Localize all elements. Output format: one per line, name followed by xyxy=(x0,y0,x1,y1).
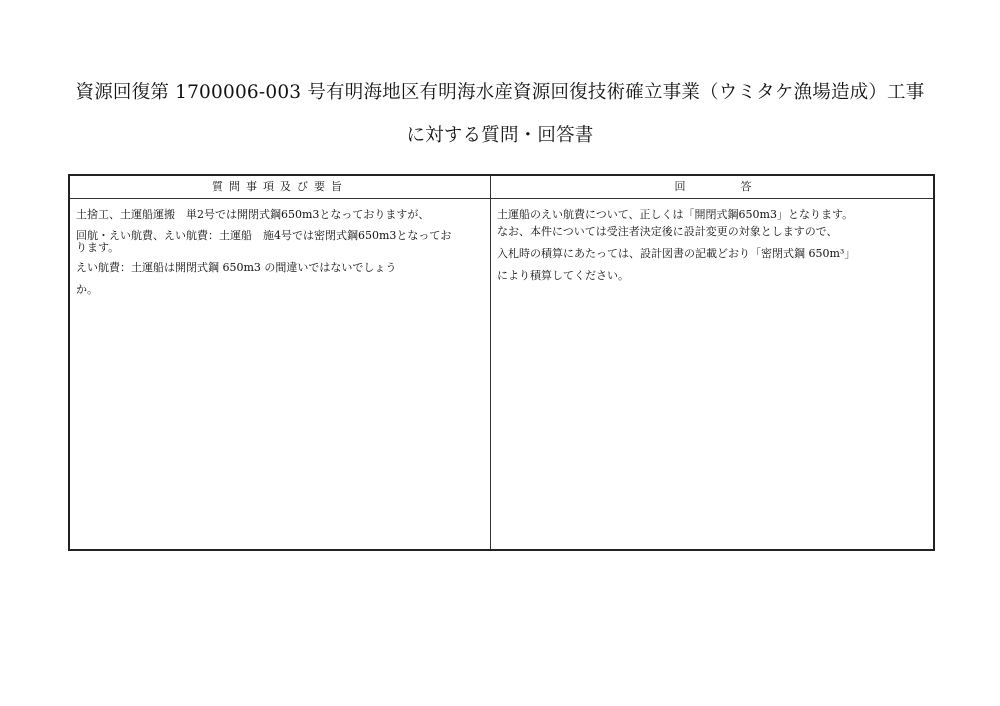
question-line: か。 xyxy=(76,283,98,296)
answer-line: 入札時の積算にあたっては、設計図書の記載どおり「密閉式鋼 650m³」 xyxy=(497,247,856,260)
question-line: ります。 xyxy=(76,241,120,254)
question-column-header: 質問事項及び要旨 xyxy=(212,180,348,193)
answer-line: なお、本件については受注者決定後に設計変更の対象としますので、 xyxy=(497,225,838,238)
question-line: 土捨工、土運船運搬 単2号では開閉式鋼650m3となっておりますが、 xyxy=(76,208,430,221)
document-title-line2: に対する質問・回答書 xyxy=(406,125,594,146)
qa-table xyxy=(68,174,935,551)
answer-line: により積算してください。 xyxy=(497,269,629,282)
document-title-line1: 資源回復第 1700006-003 号有明海地区有明海水産資源回復技術確立事業（ウミタケ漁場造成）工事 xyxy=(75,82,925,103)
question-line: えい航費：土運船は開閉式鋼 650m3 の間違いではないでしょう xyxy=(76,261,397,274)
column-divider xyxy=(490,176,491,549)
question-line: 回航・えい航費、えい航費：土運船 施4号では密閉式鋼650m3となってお xyxy=(76,229,452,242)
answer-line: 土運船のえい航費について、正しくは「開閉式鋼650m3」となります。 xyxy=(497,208,854,221)
answer-column-header: 回 答 xyxy=(674,180,752,193)
